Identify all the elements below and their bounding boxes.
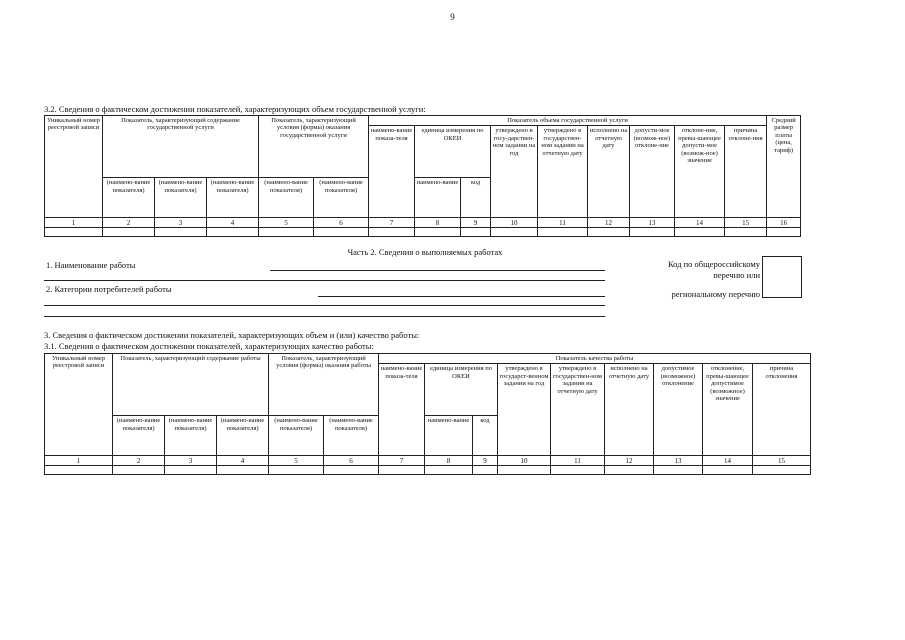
- column-number: 3: [155, 218, 207, 228]
- header-executed-date: исполнено на отчетную дату: [605, 364, 654, 456]
- consumer-category-line-2: [44, 305, 605, 306]
- column-number: 2: [113, 456, 165, 466]
- column-number: 7: [379, 456, 425, 466]
- empty-cell: [113, 466, 165, 475]
- subheader-name: (наимено-вание показателя): [113, 416, 165, 456]
- column-number: 7: [369, 218, 415, 228]
- empty-cell: [425, 466, 473, 475]
- empty-cell: [498, 466, 551, 475]
- subheader-unit-code: код: [473, 416, 498, 456]
- header-unique-number: Уникальный номер реестровой записи: [45, 354, 113, 456]
- header-unit-okei: единица измерения по ОКЕИ: [415, 126, 491, 178]
- empty-cell: [654, 466, 703, 475]
- header-deviation-exceeding: отклоне-ние, превы-шающее допусти-мое (возмож-ное) значение: [675, 126, 725, 218]
- code-label-line-3: региональному перечню: [671, 289, 760, 300]
- empty-cell: [103, 228, 155, 237]
- volume-indicators-table: [44, 115, 801, 237]
- column-number: 6: [314, 218, 369, 228]
- quality-indicators-table: [44, 353, 811, 475]
- column-number: 6: [324, 456, 379, 466]
- section-3-2-caption: 3.2. Сведения о фактическом достижении показателей, характеризующих объем государственной услуги:: [44, 104, 426, 114]
- column-number: 10: [491, 218, 538, 228]
- column-number: 15: [753, 456, 811, 466]
- header-average-price: Средний размер платы (цена, тариф): [767, 116, 801, 218]
- empty-cell: [605, 466, 654, 475]
- empty-cell: [207, 228, 259, 237]
- column-number: 2: [103, 218, 155, 228]
- column-number: 14: [703, 456, 753, 466]
- empty-cell: [324, 466, 379, 475]
- empty-cell: [269, 466, 324, 475]
- empty-cell: [259, 228, 314, 237]
- page-number: 9: [450, 12, 455, 22]
- header-deviation-exceeding: отклонение, превы-шающее допустимое (возможное) значение: [703, 364, 753, 456]
- empty-cell: [314, 228, 369, 237]
- work-name-line: [270, 270, 605, 271]
- empty-cell: [753, 466, 811, 475]
- subheader-name: (наимено-вание показателя): [155, 178, 207, 218]
- header-volume-indicator: Показатель объема государственной услуги: [369, 116, 767, 126]
- consumer-category-line-3: [44, 316, 605, 317]
- subheader-name: (наимено-вание показателя): [314, 178, 369, 218]
- work-name-line-2: [44, 280, 605, 281]
- empty-cell: [217, 466, 269, 475]
- empty-cell: [551, 466, 605, 475]
- subheader-unit-code: код: [461, 178, 491, 218]
- subheader-name: (наимено-вание показателя): [217, 416, 269, 456]
- header-executed-date: исполнено на отчетную дату: [588, 126, 630, 218]
- empty-cell: [379, 466, 425, 475]
- header-deviation-reason: причина отклонения: [753, 364, 811, 456]
- empty-cell: [703, 466, 753, 475]
- empty-cell: [725, 228, 767, 237]
- header-deviation-reason: причина отклоне-ния: [725, 126, 767, 218]
- empty-cell: [588, 228, 630, 237]
- header-approved-date: утверждено в государствен-ном задании на отчетную дату: [538, 126, 588, 218]
- subheader-name: (наимено-вание показателя): [165, 416, 217, 456]
- section-3-1-caption: 3.1. Сведения о фактическом достижении показателей, характеризующих качество работы:: [44, 341, 374, 351]
- column-number: 4: [217, 456, 269, 466]
- column-number: 12: [588, 218, 630, 228]
- column-number: 1: [45, 218, 103, 228]
- header-approved-year: утверждено в госу-дарствен-ном задании на год: [491, 126, 538, 218]
- column-number: 13: [630, 218, 675, 228]
- subheader-name: (наимено-вание показателя): [269, 416, 324, 456]
- column-number: 3: [165, 456, 217, 466]
- column-number: 4: [207, 218, 259, 228]
- empty-cell: [675, 228, 725, 237]
- header-unit-okei: единица измерения по ОКЕИ: [425, 364, 498, 416]
- code-label-line-2: перечню или: [713, 269, 760, 280]
- empty-cell: [45, 466, 113, 475]
- column-number: 13: [654, 456, 703, 466]
- column-number: 10: [498, 456, 551, 466]
- header-indicator-name: наимено-вание показа-теля: [379, 364, 425, 456]
- empty-cell: [491, 228, 538, 237]
- empty-cell: [165, 466, 217, 475]
- header-quality-indicator: Показатель качества работы: [379, 354, 811, 364]
- column-number: 11: [538, 218, 588, 228]
- empty-cell: [538, 228, 588, 237]
- column-number: 5: [269, 456, 324, 466]
- subheader-name: (наимено-вание показателя): [207, 178, 259, 218]
- consumer-category-label: 2. Категории потребителей работы: [46, 284, 172, 294]
- column-number: 16: [767, 218, 801, 228]
- header-unique-number: Уникальный номер реестровой записи: [45, 116, 103, 218]
- column-number: 9: [461, 218, 491, 228]
- work-name-label: 1. Наименование работы: [46, 260, 136, 270]
- subheader-name: (наимено-вание показателя): [259, 178, 314, 218]
- header-conditions-indicator: Показатель, характеризующий условия (формы) оказания работы: [269, 354, 379, 416]
- column-number: 1: [45, 456, 113, 466]
- empty-cell: [45, 228, 103, 237]
- empty-cell: [369, 228, 415, 237]
- header-indicator-name: наимено-вание показа-теля: [369, 126, 415, 218]
- section-3-caption: 3. Сведения о фактическом достижении показателей, характеризующих объем и (или) качество работы:: [44, 330, 420, 340]
- empty-cell: [461, 228, 491, 237]
- subheader-unit-name: наимено-вание: [415, 178, 461, 218]
- column-number: 8: [425, 456, 473, 466]
- code-label: [600, 259, 760, 300]
- code-label-line-1: Код по общероссийскому: [667, 259, 760, 269]
- header-approved-date: утверждено в государствен-ном задании на отчетную дату: [551, 364, 605, 456]
- column-number: 11: [551, 456, 605, 466]
- column-number: 14: [675, 218, 725, 228]
- column-number: 15: [725, 218, 767, 228]
- column-number: 5: [259, 218, 314, 228]
- column-number: 8: [415, 218, 461, 228]
- header-content-indicator: Показатель, характеризующий содержание работы: [113, 354, 269, 416]
- empty-cell: [155, 228, 207, 237]
- column-number: 12: [605, 456, 654, 466]
- header-allowable-deviation: допусти-мое (возмож-ное) отклоне-ние: [630, 126, 675, 218]
- empty-cell: [630, 228, 675, 237]
- code-box: [762, 256, 802, 298]
- subheader-unit-name: наимено-вание: [425, 416, 473, 456]
- subheader-name: (наимено-вание показателя): [103, 178, 155, 218]
- header-content-indicator: Показатель, характеризующий содержание государственной услуги: [103, 116, 259, 178]
- header-conditions-indicator: Показатель, характеризующий условия (формы) оказания государственной услуги: [259, 116, 369, 178]
- column-number: 9: [473, 456, 498, 466]
- empty-cell: [415, 228, 461, 237]
- header-allowable-deviation: допустимое (возможное) отклонение: [654, 364, 703, 456]
- subheader-name: (наимено-вание показателя): [324, 416, 379, 456]
- header-approved-year: утверждено в государст-венном задании на год: [498, 364, 551, 456]
- empty-cell: [473, 466, 498, 475]
- empty-cell: [767, 228, 801, 237]
- part-2-heading: Часть 2. Сведения о выполняемых работах: [347, 247, 503, 257]
- consumer-category-line: [318, 296, 605, 297]
